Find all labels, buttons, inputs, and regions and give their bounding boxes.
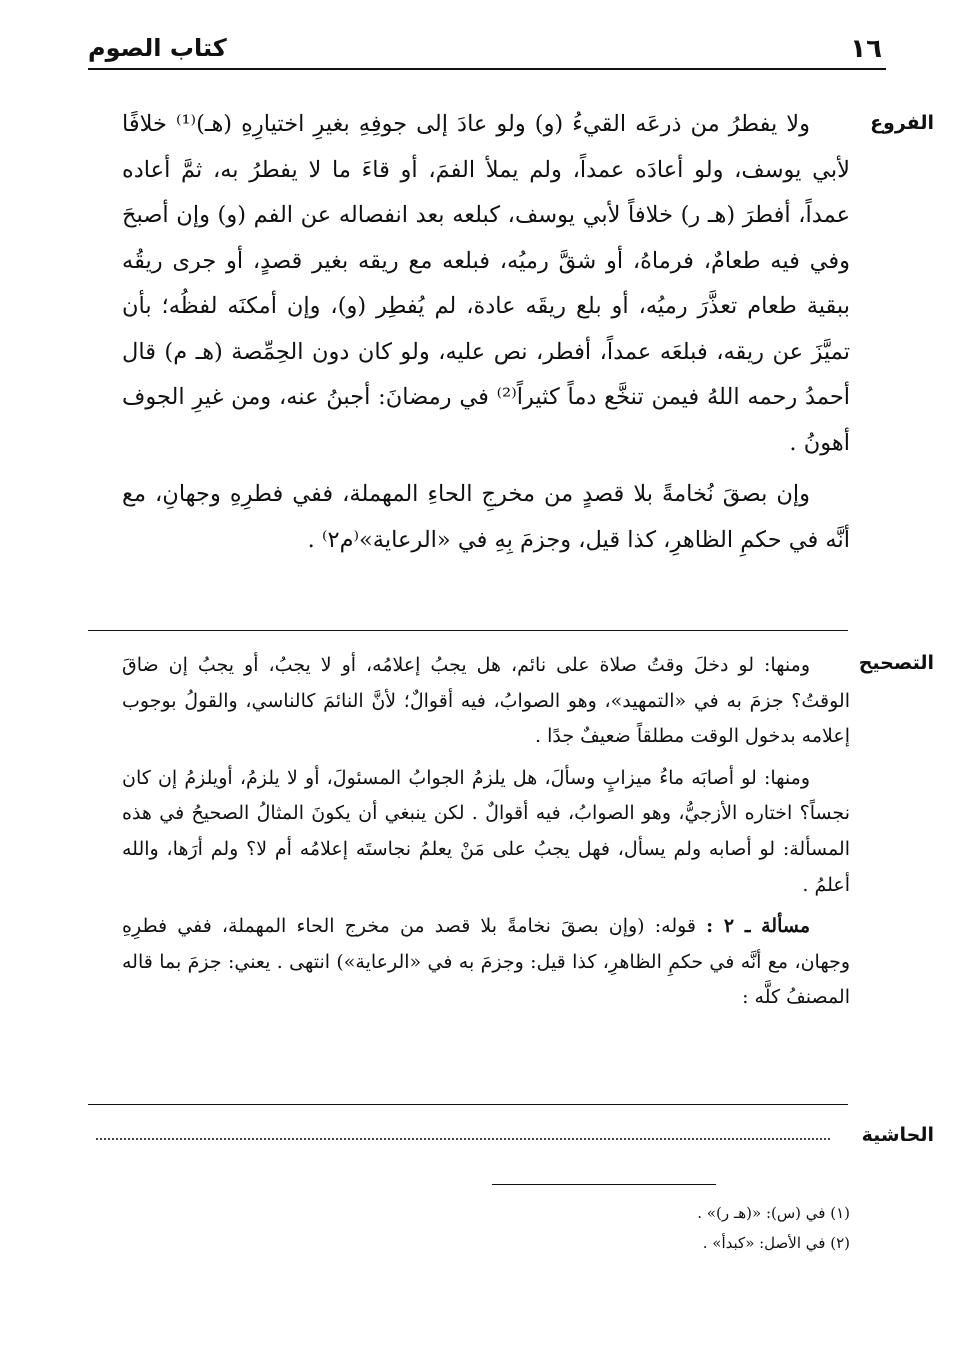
footnote-rule xyxy=(492,1184,716,1185)
label-hashiya: الحاشية xyxy=(861,1124,934,1146)
tashih-paragraph-3 xyxy=(122,909,850,1016)
label-furu: الفروع xyxy=(870,112,934,134)
tashih-paragraph-2: ومنها: لو أصابَه ماءُ ميزابٍ وسألَ، هل يلزمُ الجوابُ المسئولَ، أو لا يلزمُ، أويلزمُ إن كان نجساً؟ اختاره الأزجيُّ، وهو الصوابُ، فيه أقوالٌ . لكن ينبغي أن يكونَ المثالُ الصحيحُ في هذه المسألة: لو أصابه ولم يسأل، فهل يجبُ على مَنْ يعلمُ نجاستَه إعلامُه أم لا؟ ولم أرَها، والله أعلمُ . xyxy=(122,766,850,896)
footnote-2: (٢) في الأصل: «كبدأ» . xyxy=(702,1234,850,1252)
running-title: كتاب الصوم xyxy=(88,34,227,62)
header-rule xyxy=(88,68,886,70)
footnote-1: (١) في (س): «(هـ ر)» . xyxy=(697,1204,850,1222)
main-text-section xyxy=(122,102,850,563)
footnotes xyxy=(697,1198,850,1258)
page-number: ١٦ xyxy=(850,34,882,64)
main-paragraph-2: وإن بصقَ نُخامةً بلا قصدٍ من مخرجِ الحاءِ المهملة، ففي فطرِهِ وجهانِ، مع أنَّه في حكمِ الظاهرِ، كذا قيل، وجزمَ بِهِ في «الرعاية»⁽م٢⁾ . xyxy=(122,481,850,553)
tashih-paragraph-1: ومنها: لو دخلَ وقتُ صلاة على نائم، هل يجبُ إعلامُه، أو لا يجبُ، أو يجبُ إن ضاقَ الوقتُ؟ جزمَ به في «التمهيد»، وهو الصوابُ، فيه أقوالٌ؛ لأنَّ النائمَ كالناسي، والقولُ بوجوب إعلامه بدخول الوقت مطلقاً ضعيفٌ جدًا . xyxy=(122,654,850,748)
masala-text: قوله: (وإن بصقَ نخامةً بلا قصد من مخرج الحاء المهملة، ففي فطرِهِ وجهان، مع أنَّه في حكمِ الظاهرِ، كذا قيل: وجزمَ به في «الرعاية») انتهى . يعني: جزمَ بما قاله المصنفُ كلَّه : xyxy=(122,915,850,1009)
page-header xyxy=(88,30,886,70)
section-divider-2 xyxy=(88,1104,848,1105)
hashiya-dotted-line xyxy=(96,1138,830,1140)
main-paragraph-1: ولا يفطرُ من ذرعَه القيءُ (و) ولو عادَ إلى جوفِهِ بغيرِ اختيارِهِ (هـ)⁽¹⁾ خلافًا لأبي يوسف، ولو أعادَه عمداً، ولم يملأ الفمَ، أو قاءَ ما لا يفطرُ به، ثمَّ أعاده عمداً، أفطرَ (هـ ر) خلافاً لأبي يوسف، كبلعه بعد انفصاله عن الفم (و) وإن أصبحَ وفي فيه طعامٌ، فرماهُ، أو شقَّ رميُه، فبلعه مع ريقه بغير قصدٍ، أو جرى ريقُه ببقية طعام تعذَّرَ رميُه، أو بلع ريقَه عادة، لم يُفطِر (و)، وإن أمكنَه لفظُه؛ بأن تميَّزَ عن ريقه، فبلعَه عمداً، أفطر، نص عليه، ولو كان دون الحِمِّصة (هـ م) قال أحمدُ رحمه اللهُ فيمن تنخَّع دماً كثيراً⁽²⁾ في رمضانَ: أجبنُ عنه، ومن غيرِ الجوف أهونُ . xyxy=(122,111,850,456)
tashih-section xyxy=(122,648,850,1016)
label-tashih: التصحيح xyxy=(858,652,934,674)
masala-heading: مسألة ـ ٢ : xyxy=(706,915,810,938)
section-divider-1 xyxy=(88,630,848,631)
